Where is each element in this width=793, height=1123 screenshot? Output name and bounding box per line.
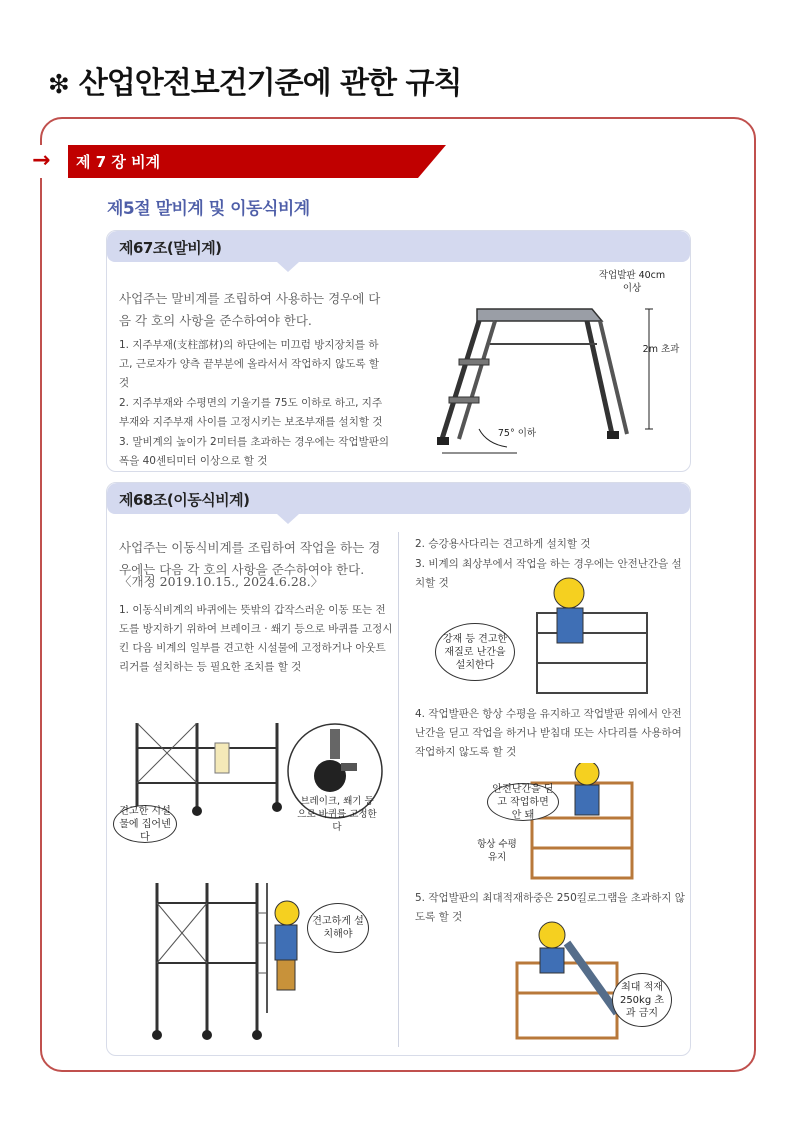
callout-wheel: 브레이크, 쐐기 등으로 바퀴를 고정한다 (297, 796, 377, 833)
chapter-label: 제 7 장 비계 (76, 153, 161, 171)
article-68-item-4: 4. 작업발판은 항상 수평을 유지하고 작업발판 위에서 안전난간을 딛고 작업을 하거나 받침대 또는 사다리를 사용하여 작업하지 않도록 할 것 (415, 708, 682, 758)
angle-label: 75° 이하 (497, 428, 537, 439)
callout-fixed: 견고한 시설물에 집어넨다 (113, 805, 177, 843)
article-67-items (119, 336, 391, 472)
max-load-illustration (507, 913, 627, 1043)
callout-ladder: 견고하게 설치해야 (307, 903, 369, 953)
snowflake-asterisk-icon: ❇ (48, 70, 69, 100)
column-divider (398, 532, 399, 1047)
arrow-right-icon: → (32, 148, 51, 173)
plank-width-label: 작업발판 40cm 이상 (598, 270, 666, 294)
list-item: 2. 지주부재와 수평면의 기울기를 75도 이하로 하고, 지주부재와 지주부재 사이를 고정시키는 보조부재를 설치할 것 (119, 397, 383, 428)
section-title: 제5절 말비계 및 이동식비계 (107, 199, 310, 219)
list-item: 3. 말비계의 높이가 2미터를 초과하는 경우에는 작업발판의 폭을 40센티미터 이상으로 할 것 (119, 436, 390, 467)
article-67-lead: 사업주는 말비계를 조립하여 사용하는 경우에 다음 각 호의 사항을 준수하여야 한다. (119, 291, 381, 328)
ladder-scaffold-illustration (147, 883, 317, 1043)
article-68-item-1: 1. 이동식비계의 바퀴에는 뜻밖의 갑작스러운 이동 또는 전도를 방지하기 위하여 브레이크 · 쐐기 등으로 바퀴를 고정시킨 다음 비계의 일부를 견고한 시설물에 고정하거나 아웃트리거를 설치하는 등 필요한 조치를 할 것 (119, 604, 393, 673)
stepladder-illustration (417, 269, 687, 469)
no-step-worker-illustration (487, 763, 637, 883)
article-68-lead: 사업주는 이동식비계를 조립하여 작업을 하는 경우에는 다음 각 호의 사항을 준수하여야 한다. (119, 540, 381, 577)
head-notch (277, 262, 299, 272)
callout-nostep: 안전난간을 딛고 작업하면 안 돼 (487, 783, 559, 821)
page-title-text: 산업안전보건기준에 관한 규칙 (78, 66, 462, 101)
guardrail-worker-illustration (527, 573, 652, 698)
article-68-item-2: 2. 승강용사다리는 견고하게 설치할 것 (415, 538, 591, 550)
head-notch (277, 514, 299, 524)
callout-rail: 강재 등 견고한 재질로 난간을 설치한다 (435, 623, 515, 681)
article-67-head (107, 231, 690, 262)
amendment-note: 〈개정 2019.10.15., 2024.6.28.〉 (119, 574, 324, 589)
page-title (48, 58, 461, 102)
article-68-head (107, 483, 690, 514)
callout-level: 항상 수평 유지 (477, 839, 517, 863)
article-67-title: 제67조(말비계) (119, 239, 222, 257)
chapter-bar (28, 145, 446, 178)
height-label: 2m 초과 (642, 344, 680, 355)
article-68-item-5: 5. 작업발판의 최대적재하중은 250킬로그램을 초과하지 않도록 할 것 (415, 892, 685, 923)
article-68-item-3: 3. 비계의 최상부에서 작업을 하는 경우에는 안전난간을 설치할 것 (415, 558, 682, 589)
list-item: 1. 지주부재(支柱部材)의 하단에는 미끄럼 방지장치를 하고, 근로자가 양측 끝부분에 올라서서 작업하지 않도록 할 것 (119, 339, 379, 389)
callout-load: 최대 적재 250kg 초과 금지 (612, 973, 672, 1027)
article-67 (106, 230, 691, 472)
article-68-title: 제68조(이동식비계) (119, 491, 250, 509)
